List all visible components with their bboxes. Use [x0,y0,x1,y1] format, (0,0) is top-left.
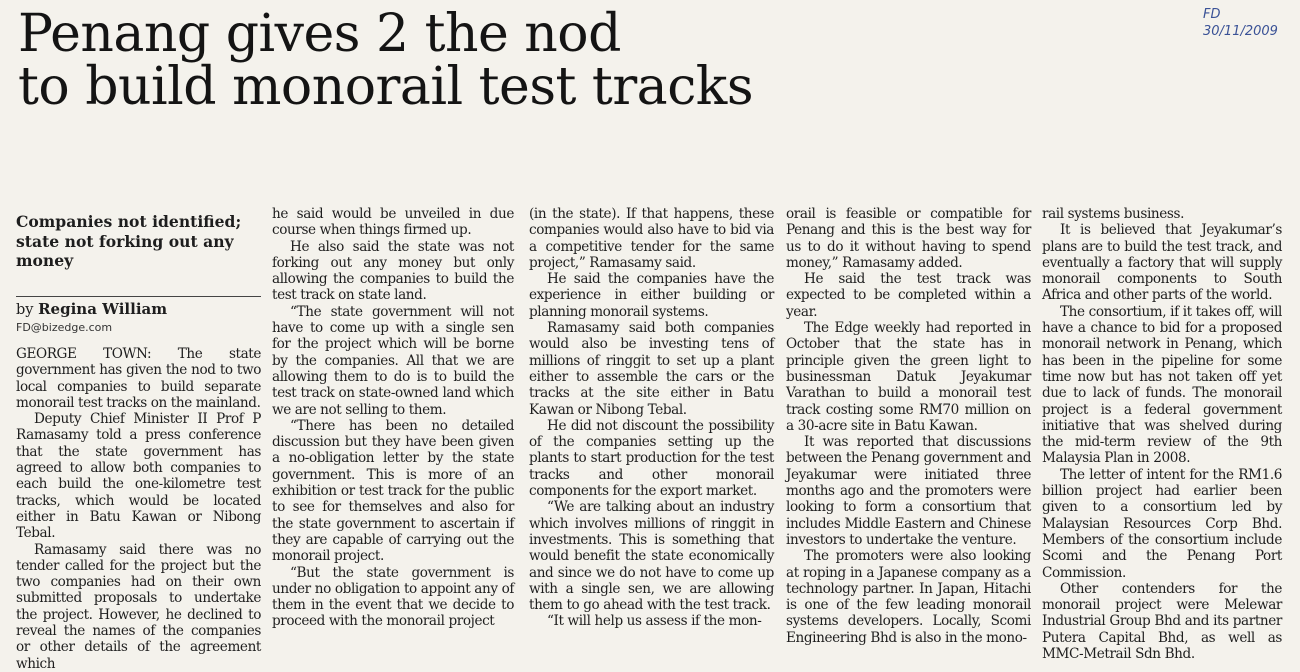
article-paragraph: Other contenders for the monorail project were Melewar Industrial Group Bhd and its partner Putera Capital Bhd, as well as MMC-Metrail Sdn Bhd. [1042,580,1282,663]
article-paragraph: The letter of intent for the RM1.6 billion project had earlier been given to a consortium led by Malaysian Resources Corp Bhd. Members of the consortium include Scomi and the Penang Port Commission. [1042,466,1282,581]
byline-prefix: by [16,302,39,318]
article-paragraph: “There has been no detailed discussion but they have been given a no-obligation letter by the state government. This is more of an exhibition or test track for the public to see for themselves and also for the state government to ascertain if they are capable of carrying out the monorail project. [272,417,514,565]
byline-email: FD@bizedge.com [16,321,113,334]
article-paragraph: He said the test track was expected to be completed within a year. [786,271,1031,320]
article-paragraph: The consortium, if it takes off, will have a chance to bid for a proposed monorail network in Penang, which has been in the pipeline for some time now but has not taken off yet due to lack of funds. The monorail project is a federal government initiative that was shelved during the mid-term review of the 9th Malaysia Plan in 2008. [1042,303,1282,467]
byline [16,300,167,318]
headline-line-2: to build monorail test tracks [18,57,754,117]
article-paragraph: “We are talking about an industry which involves millions of ringgit in investments. This is something that would benefit the state economically and since we do not have to come up with a single sen, we are allowing them to go ahead with the test track. [529,499,774,614]
article-paragraph: The Edge weekly had reported in October that the state has in principle given the green light to businessman Datuk Jeyakumar Varathan to build a monorail test track costing some RM70 million on a 30-acre site in Batu Kawan. [786,320,1031,434]
article-paragraph: (in the state). If that happens, these companies would also have to bid via a competitive tender for the same project,” Ramasamy said. [529,206,774,271]
article-paragraph: Ramasamy said both companies would also be investing tens of millions of ringgit to set up a plant either to assemble the cars or the tracks at the site either in Batu Kawan or Nibong Tebal. [529,320,774,418]
article-paragraph: “It will help us assess if the mon- [547,613,762,630]
article-paragraph: “But the state government is under no obligation to appoint any of them in the event that we decide to proceed with the monorail project [272,564,514,630]
article-paragraph: He said the companies have the experience in either building or planning monorail systems. [529,271,774,320]
headline-line-1: Penang gives 2 the nod [18,4,621,64]
article-paragraph: Deputy Chief Minister II Prof P Ramasamy told a press conference that the state government has agreed to allow both companies to each build the one-kilometre test tracks, which would be located either in Batu Kawan or Nibong Tebal. [16,411,261,542]
article-column-5 [1042,206,1282,662]
article-paragraph: Ramasamy said there was no tender called for the project but the two companies had on their own submitted proposals to undertake the project. However, he declined to reveal the names of the companies or other details of the agreement which [16,541,261,672]
byline-author: Regina William [38,300,168,318]
article-paragraph: “The state government will not have to come up with a single sen for the project which will be borne by the companies. All that we are allowing them to do is to build the test track on state-owned land which we are not selling to them. [272,303,514,418]
article-column-4 [786,206,1031,646]
article-column-3 [529,206,774,630]
handnote-source: FD [1203,7,1221,22]
article-paragraph: He also said the state was not forking out any money but only allowing the companies to build the test track on state land. [272,238,514,304]
article-column-2 [272,206,514,630]
article-paragraph: GEORGE TOWN: The state government has given the nod to two local companies to build separate monorail test tracks on the mainland. [16,346,261,411]
article-paragraph: he said would be unveiled in due course when things firmed up. [272,206,514,239]
headline [18,4,1168,117]
handwritten-date-note [1203,6,1278,40]
article-paragraph: rail systems business. [1042,206,1184,222]
article-paragraph: The promoters were also looking at roping in a Japanese company as a technology partner. In Japan, Hitachi is one of the few leading monorail systems developers. Locally, Scomi Engineering Bhd is also in the mono- [786,548,1031,646]
article-column-1 [16,346,261,672]
subhead-divider [16,296,261,297]
article-paragraph: He did not discount the possibility of the companies setting up the plants to start production for the test tracks and other monorail components for the export market. [529,417,774,500]
article-paragraph: It is believed that Jeyakumar’s plans are to build the test track, and eventually a factory that will supply monorail components to South Africa and other parts of the world. [1042,222,1282,304]
article-paragraph: orail is feasible or compatible for Penang and this is the best way for us to do it without having to spend money,” Ramasamy added. [786,206,1031,271]
handnote-date: 30/11/2009 [1203,24,1278,39]
subheadline: Companies not identified; state not forking out any money [16,212,242,270]
article-paragraph: It was reported that discussions between the Penang government and Jeyakumar were initiated three months ago and the promoters were looking to form a consortium that includes Middle Eastern and Chinese investors to undertake the venture. [786,434,1031,548]
